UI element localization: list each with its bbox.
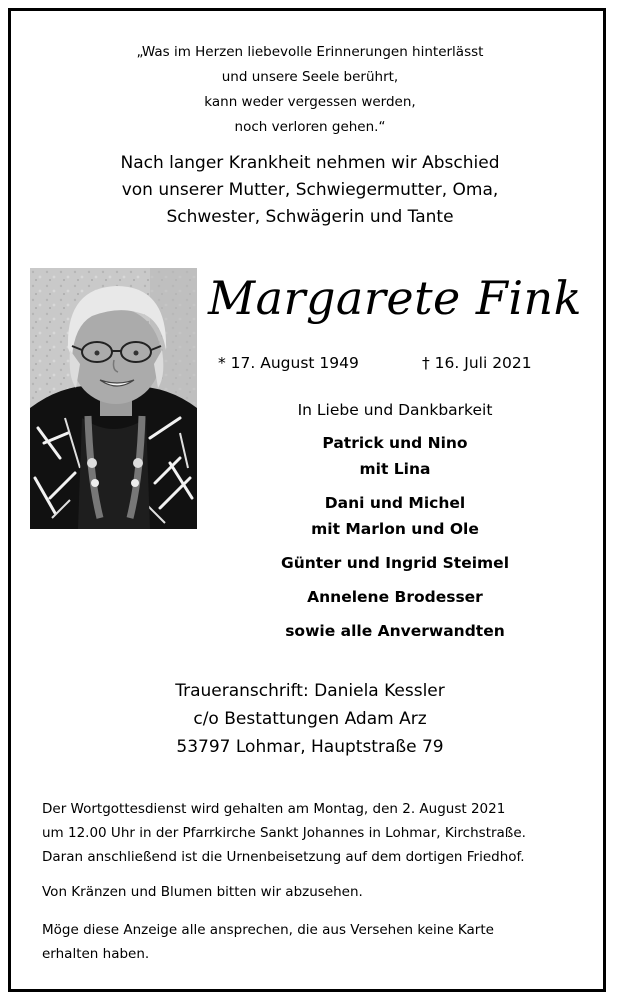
death-date: † 16. Juli 2021 bbox=[422, 354, 532, 372]
quote-line: noch verloren gehen.“ bbox=[234, 119, 386, 135]
mourner-line: Annelene Brodesser bbox=[307, 588, 483, 606]
quote-line: und unsere Seele berührt, bbox=[221, 69, 399, 85]
closing-line: Möge diese Anzeige alle ansprechen, die aus Versehen keine Karte bbox=[42, 922, 494, 938]
portrait-photo bbox=[30, 268, 197, 529]
farewell-intro bbox=[0, 150, 620, 231]
memorial-quote bbox=[0, 40, 620, 140]
flowers-note bbox=[42, 880, 587, 904]
birth-date: * 17. August 1949 bbox=[218, 354, 359, 372]
deceased-name: Margarete Fink bbox=[207, 271, 583, 325]
intro-line: Nach langer Krankheit nehmen wir Abschied bbox=[120, 153, 500, 173]
mourning-address bbox=[0, 677, 620, 761]
closing-line: erhalten haben. bbox=[42, 946, 150, 962]
address-line: Traueranschrift: Daniela Kessler bbox=[175, 681, 445, 701]
mourner-line: mit Marlon und Ole bbox=[311, 520, 479, 538]
intro-line: Schwester, Schwägerin und Tante bbox=[166, 207, 454, 227]
address-line: c/o Bestattungen Adam Arz bbox=[193, 709, 427, 729]
quote-line: kann weder vergessen werden, bbox=[204, 94, 416, 110]
mourner-line: mit Lina bbox=[359, 460, 431, 478]
service-line: Der Wortgottesdienst wird gehalten am Montag, den 2. August 2021 bbox=[42, 801, 506, 817]
intro-line: von unserer Mutter, Schwiegermutter, Oma, bbox=[121, 180, 499, 200]
quote-line: „Was im Herzen liebevolle Erinnerungen hinterlässt bbox=[136, 44, 484, 60]
service-info bbox=[42, 797, 587, 869]
mourner-line: sowie alle Anverwandten bbox=[285, 622, 505, 640]
address-line: 53797 Lohmar, Hauptstraße 79 bbox=[176, 737, 444, 757]
closing-note bbox=[42, 918, 587, 966]
mourners-intro: In Liebe und Dankbarkeit bbox=[297, 401, 493, 419]
mourner-line: Patrick und Nino bbox=[322, 434, 468, 452]
service-line: Daran anschließend ist die Urnenbeisetzung auf dem dortigen Friedhof. bbox=[42, 849, 525, 865]
service-line: um 12.00 Uhr in der Pfarrkirche Sankt Johannes in Lohmar, Kirchstraße. bbox=[42, 825, 526, 841]
mourner-line: Dani und Michel bbox=[324, 494, 466, 512]
flowers-line: Von Kränzen und Blumen bitten wir abzusehen. bbox=[42, 884, 363, 900]
mourner-line: Günter und Ingrid Steimel bbox=[280, 554, 510, 572]
